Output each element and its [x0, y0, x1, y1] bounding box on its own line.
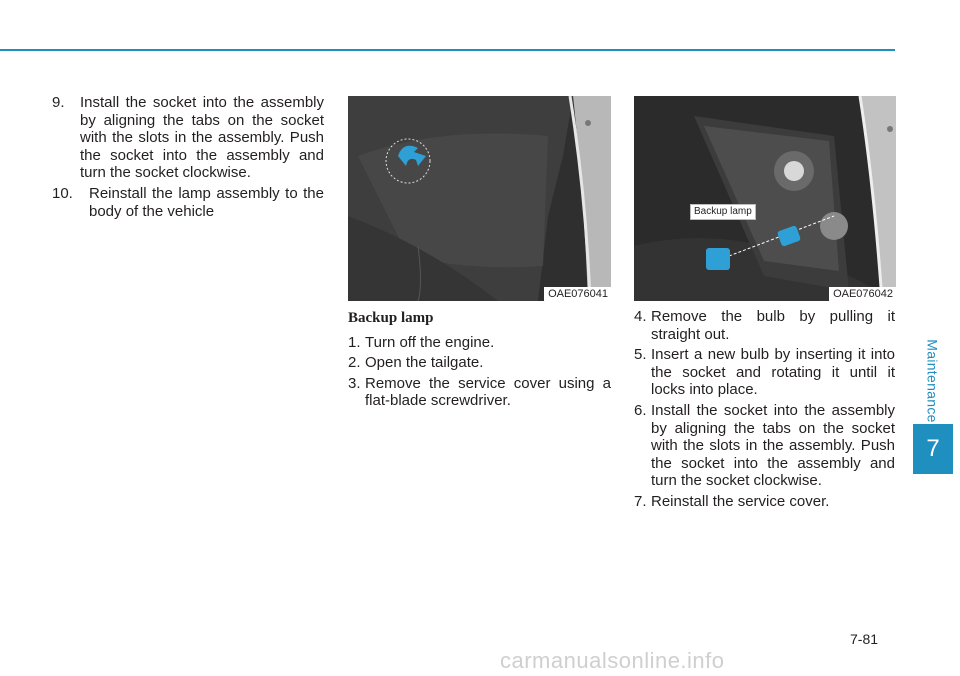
page-number: 7-81 — [850, 631, 879, 647]
list-item: 4. Remove the bulb by pulling it straight out. — [634, 308, 895, 343]
list-item: 9. Install the socket into the assembly by aligning the tabs on the socket with the slots in the assembly. Push the socket into the assembly and turn the socket clockwise. — [52, 94, 324, 182]
list-item: 3. Remove the service cover using a flat-blade screwdriver. — [348, 374, 611, 410]
list-item: 7. Reinstall the service cover. — [634, 492, 830, 510]
section-tab-label: Maintenance — [925, 339, 941, 423]
middle-column — [348, 308, 611, 413]
figure-code: OAE076041 — [544, 287, 611, 301]
left-column — [52, 94, 324, 223]
figure-code: OAE076042 — [829, 287, 896, 301]
header-rule — [0, 49, 895, 51]
list-item: 1. Turn off the engine. — [348, 333, 495, 351]
service-cover-illustration — [348, 96, 611, 301]
chapter-tab[interactable]: 7 — [913, 424, 953, 474]
right-column — [634, 308, 895, 514]
backup-lamp-illustration — [634, 96, 896, 301]
list-item: 10. Reinstall the lamp assembly to the body of the vehicle — [52, 184, 324, 220]
backup-lamp-figure — [634, 96, 896, 301]
section-title: Backup lamp — [348, 310, 434, 326]
list-item: 5. Insert a new bulb by inserting it into the socket and rotating it until it locks into place. — [634, 346, 895, 399]
watermark: carmanualsonline.info — [500, 648, 725, 673]
list-item: 2. Open the tailgate. — [348, 354, 484, 372]
backup-lamp-callout: Backup lamp — [690, 204, 756, 220]
service-cover-figure — [348, 96, 611, 301]
list-item: 6. Install the socket into the assembly by aligning the tabs on the socket with the slots in the assembly. Push the socket into the assembly and turn the socket clockwise. — [634, 401, 895, 490]
